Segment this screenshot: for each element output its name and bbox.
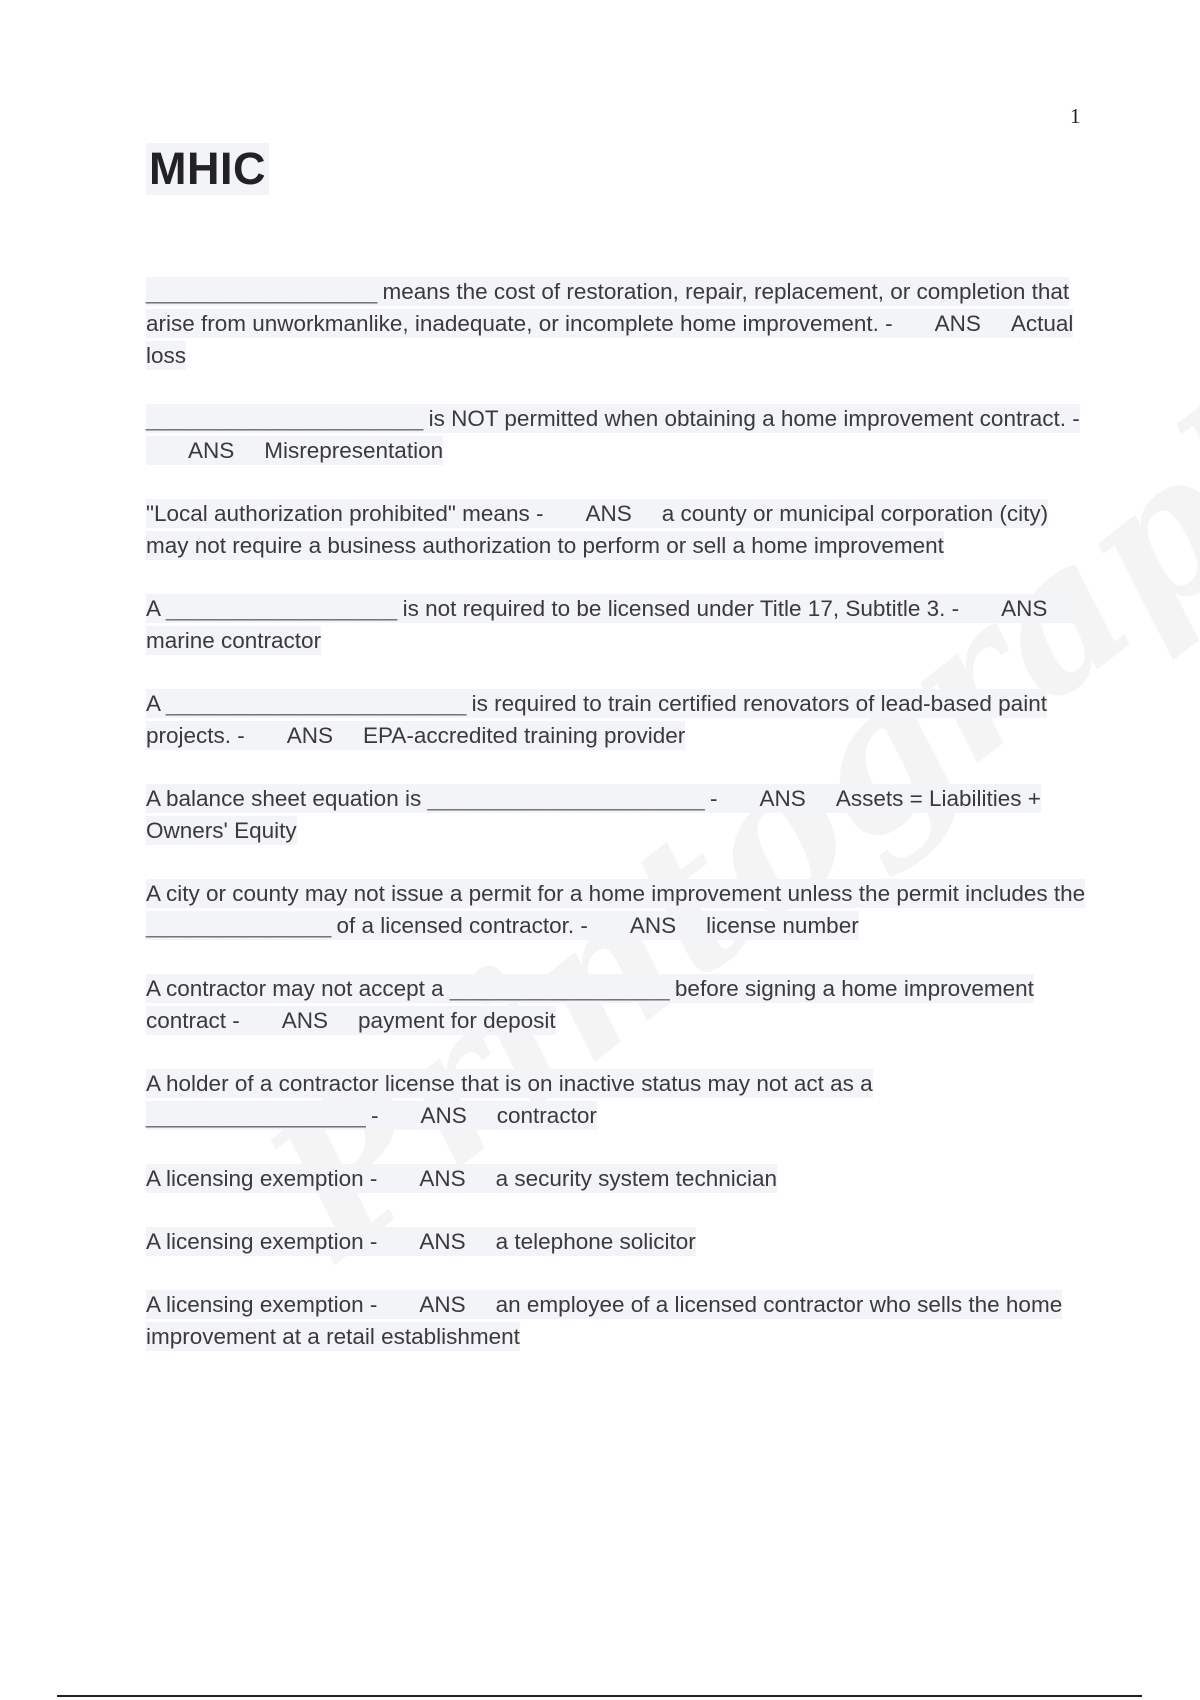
qa-item — [146, 498, 1086, 562]
qa-line — [146, 784, 1041, 845]
qa-line — [146, 1164, 777, 1193]
ans-label: ANS — [419, 1292, 466, 1317]
question-text: is required to train certified renovators of lead-based paint projects. - — [146, 691, 1047, 748]
question-text: - — [364, 1103, 379, 1128]
question-prefix: A holder of a contractor license that is on inactive status may not act as a — [146, 1071, 873, 1096]
fill-in-blank: ________________________ — [427, 786, 704, 811]
footer-rule — [57, 1695, 1142, 1697]
question-text: is NOT permitted when obtaining a home improvement contract. - — [422, 406, 1080, 431]
question-prefix: A contractor may not accept a — [146, 976, 450, 1001]
question-text: before signing a home improvement contract - — [146, 976, 1034, 1033]
question-prefix: A — [146, 691, 167, 716]
qa-item — [146, 403, 1086, 467]
ans-label: ANS — [188, 438, 235, 463]
page-number: 1 — [1070, 104, 1081, 128]
answer-text: an employee of a licensed contractor who sells the home improvement at a retail establishment — [146, 1292, 1063, 1349]
answer-text: Actual loss — [146, 311, 1074, 368]
qa-line — [146, 689, 1047, 750]
document-title: MHIC — [146, 143, 269, 195]
question-text: of a licensed contractor. - — [330, 913, 588, 938]
question-text: means the cost of restoration, repair, replacement, or completion that arise from unworkmanlike, inadequate, or incomplete home improvement. - — [146, 279, 1070, 336]
fill-in-blank: ____________________ — [146, 279, 377, 304]
ans-label: ANS — [585, 501, 632, 526]
qa-item — [146, 878, 1086, 942]
answer-text: a county or municipal corporation (city) may not require a business authorization to perform or sell a home improvement — [146, 501, 1049, 558]
qa-line — [146, 879, 1085, 940]
ans-label: ANS — [419, 1166, 466, 1191]
ans-label: ANS — [759, 786, 806, 811]
qa-item — [146, 276, 1086, 372]
answer-text: payment for deposit — [358, 1008, 556, 1033]
qa-item — [146, 688, 1086, 752]
ans-label: ANS — [419, 1229, 466, 1254]
qa-line — [146, 594, 1077, 655]
answer-text: EPA-accredited training provider — [363, 723, 686, 748]
question-text: A licensing exemption - — [146, 1166, 378, 1191]
qa-line — [146, 1290, 1062, 1351]
fill-in-blank: ___________________ — [146, 1103, 365, 1128]
qa-line — [146, 499, 1048, 560]
question-prefix: A city or county may not issue a permit for a home improvement unless the permit includes the — [146, 881, 1086, 906]
question-text: A licensing exemption - — [146, 1292, 378, 1317]
qa-item — [146, 973, 1086, 1037]
qa-item — [146, 1289, 1086, 1353]
fill-in-blank: __________________________ — [166, 691, 466, 716]
qa-list — [146, 276, 1086, 1384]
ans-label: ANS — [420, 1103, 467, 1128]
fill-in-blank: ___________________ — [449, 976, 669, 1001]
ans-label: ANS — [286, 723, 334, 748]
question-prefix: A — [146, 596, 167, 621]
question-prefix: A balance sheet equation is — [146, 786, 428, 811]
ans-label: ANS — [629, 913, 677, 938]
fill-in-blank: ____________________ — [166, 596, 397, 621]
ans-label: ANS — [281, 1008, 329, 1033]
qa-item — [146, 783, 1086, 847]
qa-item — [146, 1068, 1086, 1132]
question-text: "Local authorization prohibited" means - — [146, 501, 544, 526]
qa-line — [146, 277, 1073, 370]
qa-line — [146, 974, 1034, 1035]
answer-text: contractor — [496, 1103, 597, 1128]
qa-item — [146, 593, 1086, 657]
answer-text: a security system technician — [495, 1166, 778, 1191]
ans-label: ANS — [1001, 596, 1048, 621]
qa-line — [146, 1227, 696, 1256]
fill-in-blank: ________________ — [146, 913, 331, 938]
ans-label: ANS — [934, 311, 981, 336]
qa-item — [146, 1226, 1086, 1258]
question-text: A licensing exemption - — [146, 1229, 378, 1254]
answer-text: a telephone solicitor — [495, 1229, 696, 1254]
qa-line — [146, 1069, 873, 1130]
question-text: is not required to be licensed under Title 17, Subtitle 3. - — [396, 596, 960, 621]
answer-text: Assets = Liabilities + Owners' Equity — [146, 786, 1041, 843]
qa-item — [146, 1163, 1086, 1195]
question-text: - — [703, 786, 718, 811]
answer-text: Misrepresentation — [264, 438, 444, 463]
qa-line — [146, 404, 1080, 465]
answer-text: marine contractor — [146, 628, 322, 653]
fill-in-blank: ________________________ — [146, 406, 423, 431]
answer-text: license number — [706, 913, 859, 938]
